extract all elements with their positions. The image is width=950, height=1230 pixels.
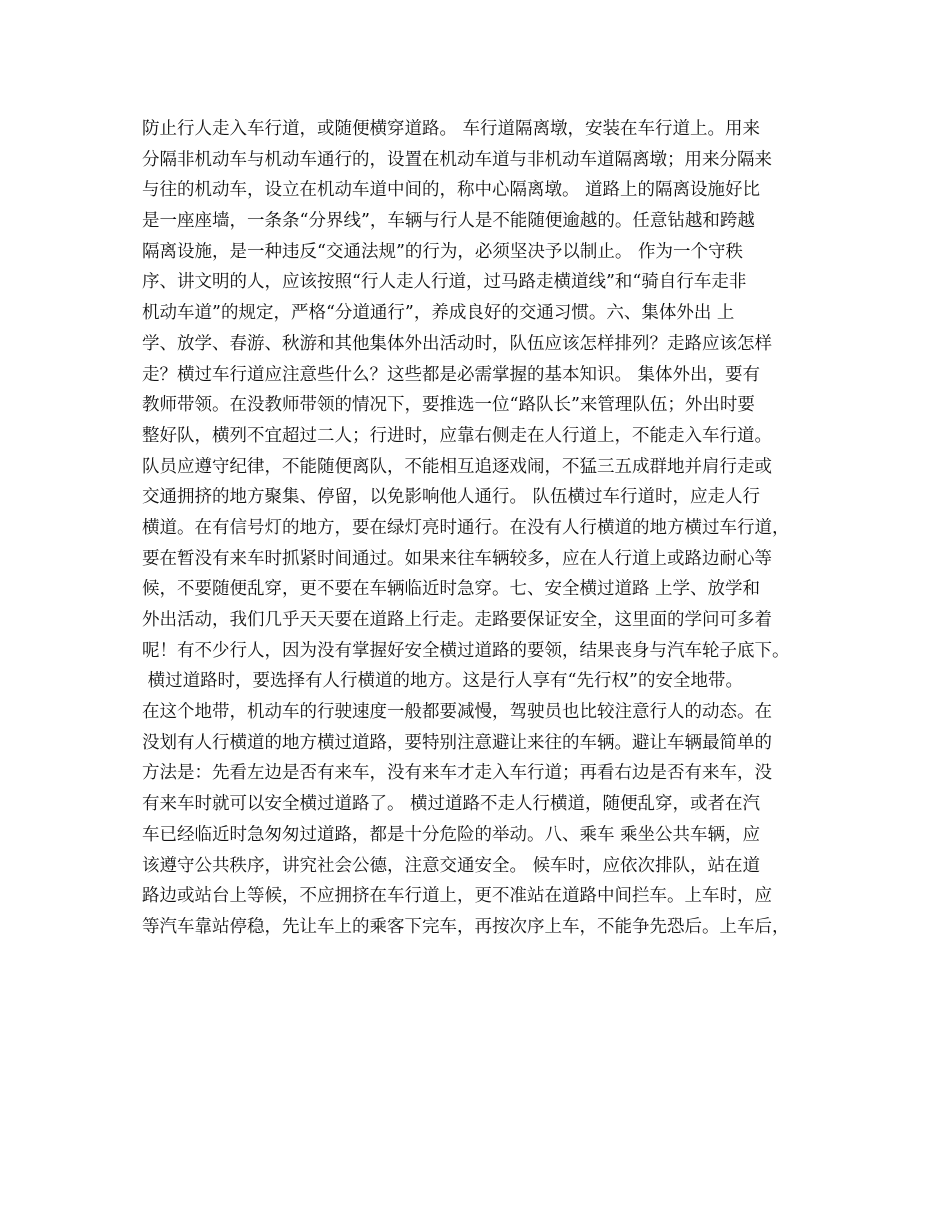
- text-line: 候，不要随便乱穿，更不要在车辆临近时急穿。七、安全横过道路 上学、放学和: [142, 579, 761, 600]
- text-line: 有来车时就可以安全横过道路了。 横过道路不走人行横道，随便乱穿，或者在汽: [142, 794, 761, 815]
- text-line: 整好队，横列不宜超过二人；行进时，应靠右侧走在人行道上，不能走入车行道。: [142, 425, 772, 446]
- text-line: 等汽车靠站停稳，先让车上的乘客下完车，再按次序上车，不能争先恐后。上车后，: [142, 916, 790, 937]
- text-line: 是一座座墙，一条条“分界线”，车辆与行人是不能随便逾越的。任意钻越和跨越: [142, 211, 755, 232]
- text-line: 交通拥挤的地方聚集、停留，以免影响他人通行。 队伍横过车行道时，应走人行: [142, 487, 761, 508]
- text-line: 序、讲文明的人，应该按照“行人走人行道，过马路走横道线”和“骑自行车走非: [142, 272, 747, 293]
- text-line: 方法是：先看左边是否有来车，没有来车才走入车行道；再看右边是否有来车，没: [142, 763, 772, 784]
- text-line: 没划有人行横道的地方横过道路，要特别注意避让来往的车辆。避让车辆最简单的: [142, 732, 772, 753]
- body-text: [142, 114, 832, 943]
- text-line: 防止行人走入车行道，或随便横穿道路。 车行道隔离墩，安装在车行道上。用来: [142, 119, 761, 139]
- text-line: 走？横过车行道应注意些什么？这些都是必需掌握的基本知识。 集体外出，要有: [142, 364, 761, 385]
- text-line: 要在暂没有来车时抓紧时间通过。如果来往车辆较多，应在人行道上或路边耐心等: [142, 548, 772, 569]
- text-line: 呢！有不少行人，因为没有掌握好安全横过道路的要领，结果丧身与汽车轮子底下。: [142, 640, 790, 661]
- text-line: 隔离设施，是一种违反“交通法规”的行为，必须坚决予以制止。 作为一个守秩: [142, 241, 743, 262]
- text-line: 与往的机动车，设立在机动车道中间的，称中心隔离墩。 道路上的隔离设施好比: [142, 180, 761, 201]
- text-line: 分隔非机动车与机动车通行的，设置在机动车道与非机动车道隔离墩；用来分隔来: [142, 149, 772, 170]
- text-line: 教师带领。在没教师带领的情况下，要推选一位“路队长”来管理队伍；外出时要: [142, 395, 755, 416]
- text-line: 外出活动，我们几乎天天要在道路上行走。走路要保证安全，这里面的学问可多着: [142, 610, 772, 630]
- text-line: 横道。在有信号灯的地方，要在绿灯亮时通行。在没有人行横道的地方横过车行道，: [142, 517, 790, 538]
- text-line: 学、放学、春游、秋游和其他集体外出活动时，队伍应该怎样排列？走路应该怎样: [142, 333, 772, 354]
- text-line: 队员应遵守纪律，不能随便离队，不能相互追逐戏闹，不猛三五成群地并肩行走或: [142, 456, 772, 477]
- text-line: 机动车道”的规定，严格“分道通行”，养成良好的交通习惯。六、集体外出 上: [142, 303, 735, 324]
- text-line: 在这个地带，机动车的行驶速度一般都要减慢，驾驶员也比较注意行人的动态。在: [142, 702, 772, 723]
- text-line: 横过道路时，要选择有人行横道的地方。这是行人享有“先行权”的安全地带。: [142, 671, 743, 692]
- text-line: 车已经临近时急匆匆过道路，都是十分危险的举动。八、乘车 乘坐公共车辆，应: [142, 824, 761, 845]
- text-line: 路边或站台上等候，不应拥挤在车行道上，更不准站在道路中间拦车。上车时，应: [142, 886, 772, 907]
- text-line: 该遵守公共秩序，讲究社会公德，注意交通安全。 候车时，应依次排队，站在道: [142, 855, 761, 876]
